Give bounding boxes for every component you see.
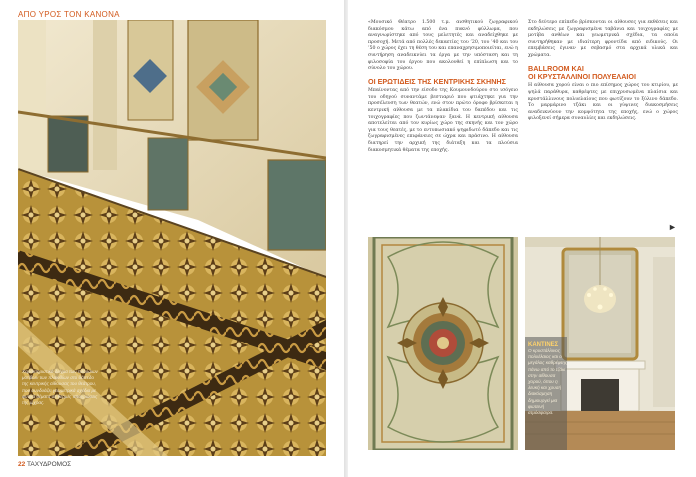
intro-paragraph: «Μουσικό Θέατρο 1.500 τ.μ. αισθητικού ζωγραφικού διακόσμου κάτω από ένα πυκνό φύλλωμα, που αναγνωρίστηκε από τους μελετητές και αναδείχθηκε με προσοχή. Μετά από πολλές δεκαετίες του ’20, του ’40 και του ’50 ο χώρος έχει τη θέση του και επαναχρησιμοποιείται, ενώ η συντήρηση αναδεικνύει τα έργα με την υπόσταση και τη φιλοσοφία του έργου που ακολουθεί η επίπλωση και το σύνολο του χώρου. bbox=[368, 20, 518, 72]
column2-paragraph: Στο δεύτερο επίπεδο βρίσκονται οι αίθουσες για εκθέσεις και εκδηλώσεις με ζωγραφισμένα ταβάνια και τοιχογραφίες με μοτίβα ανθέων και γεωμετρικά σχέδια, τα οποία συντηρήθηκαν με ιδιαίτερη φροντίδα από ειδικούς. Οι επεμβάσεις έγιναν με σεβασμό στα αρχικά υλικά και χρώματα. bbox=[528, 20, 678, 58]
continue-arrow-icon: ► bbox=[668, 222, 677, 232]
painted-wall-photo bbox=[368, 237, 518, 450]
page-folio-left bbox=[18, 461, 71, 468]
heading-ballroom-line2: ΟΙ ΚΡΥΣΤΑΛΛΙΝΟΙ ΠΟΛΥΕΛΑΙΟΙ bbox=[528, 71, 636, 81]
central-stage-paragraph: Μπαίνοντας από την είσοδο της Κουμουνδούρου στο ισόγειο του οδηγού συναντάμε βεστιαριό που φτιάχτηκε για την προσέλευση των θεατών, ενώ στον πρώτο όροφο βρίσκεται η κεντρική αίθουσα με τα πλακίδια του δαπέδου και τις τοιχογραφίες που ζωντάνεψαν ξανά. Η κεντρική αίθουσα αποτελείται από τον κυρίως χώρο της σκηνής και τον χώρο για τους θεατές, με το εντυπωσιακό ψηφιδωτό δάπεδο και τις ζωγραφισμένες επιφάνειες σε ώχρα και πράσινο. Η αίθουσα διατηρεί την αρχική της διάταξη και τα πλούσια διακοσμητικά θέματα της εποχής. bbox=[368, 88, 518, 153]
page-number-left: 22 bbox=[18, 461, 26, 468]
photo-caption bbox=[18, 366, 104, 456]
ballroom-caption-label: ΚΑΝΤΙΝΕΣ bbox=[528, 342, 559, 348]
heading-central-stage: ΟΙ ΕΡΩΤΙΔΕΙΣ ΤΗΣ ΚΕΝΤΡΙΚΗΣ ΣΚΗΝΗΣ bbox=[368, 76, 506, 86]
right-page bbox=[348, 0, 696, 477]
section-label: ΑΠΟ ΥΡΟΣ ΤΟΝ ΚΑΝΟΝΑ bbox=[18, 10, 120, 19]
magazine-name-left: ΤΑΧΥΔΡΟΜΟΣ bbox=[26, 461, 72, 468]
ballroom-caption bbox=[528, 342, 568, 416]
heading-ballroom-line1: BALLROOM ΚΑΙ bbox=[528, 63, 584, 73]
photo-caption-text: Χαρακτηριστικό δείγμα των πλούσιων μοτίβων των πλακιδίων στο δάπεδο της κεντρικής αίθουσας του θεάτρου, που συνδυάζει γεωμετρικά σχέδια με φυτικά θέματα σε θερμές αποχρώσεις της ώχρας. bbox=[22, 369, 98, 406]
text-column-1 bbox=[368, 20, 518, 154]
heading-ballroom bbox=[528, 65, 678, 82]
ballroom-paragraph: Η αίθουσα χορού είναι ο πιο επίσημος χώρος του κτιρίου, με ψηλά παράθυρα, καθρέφτες με επιχρυσωμένα πλαίσια και κρυστάλλινους πολυελαίους που φωτίζουν το ξύλινο δάπεδο. Το μαρμάρινο τζάκι και οι γύψινες διακοσμήσεις αναδεικνύουν την κομψότητα της εποχής, ενώ ο χώρος φιλοξενεί σήμερα συναυλίες και εκδηλώσεις. bbox=[528, 83, 678, 122]
ballroom-caption-text: Ο κρυστάλλινος πολυέλαιος και ο μεγάλος καθρέφτης πάνω από το τζάκι στην αίθουσα χορού, όπου η λευκή και χρυσή διακόσμηση δημιουργεί μια φωτεινή ατμόσφαιρα. bbox=[528, 348, 568, 416]
text-column-2 bbox=[528, 20, 678, 123]
